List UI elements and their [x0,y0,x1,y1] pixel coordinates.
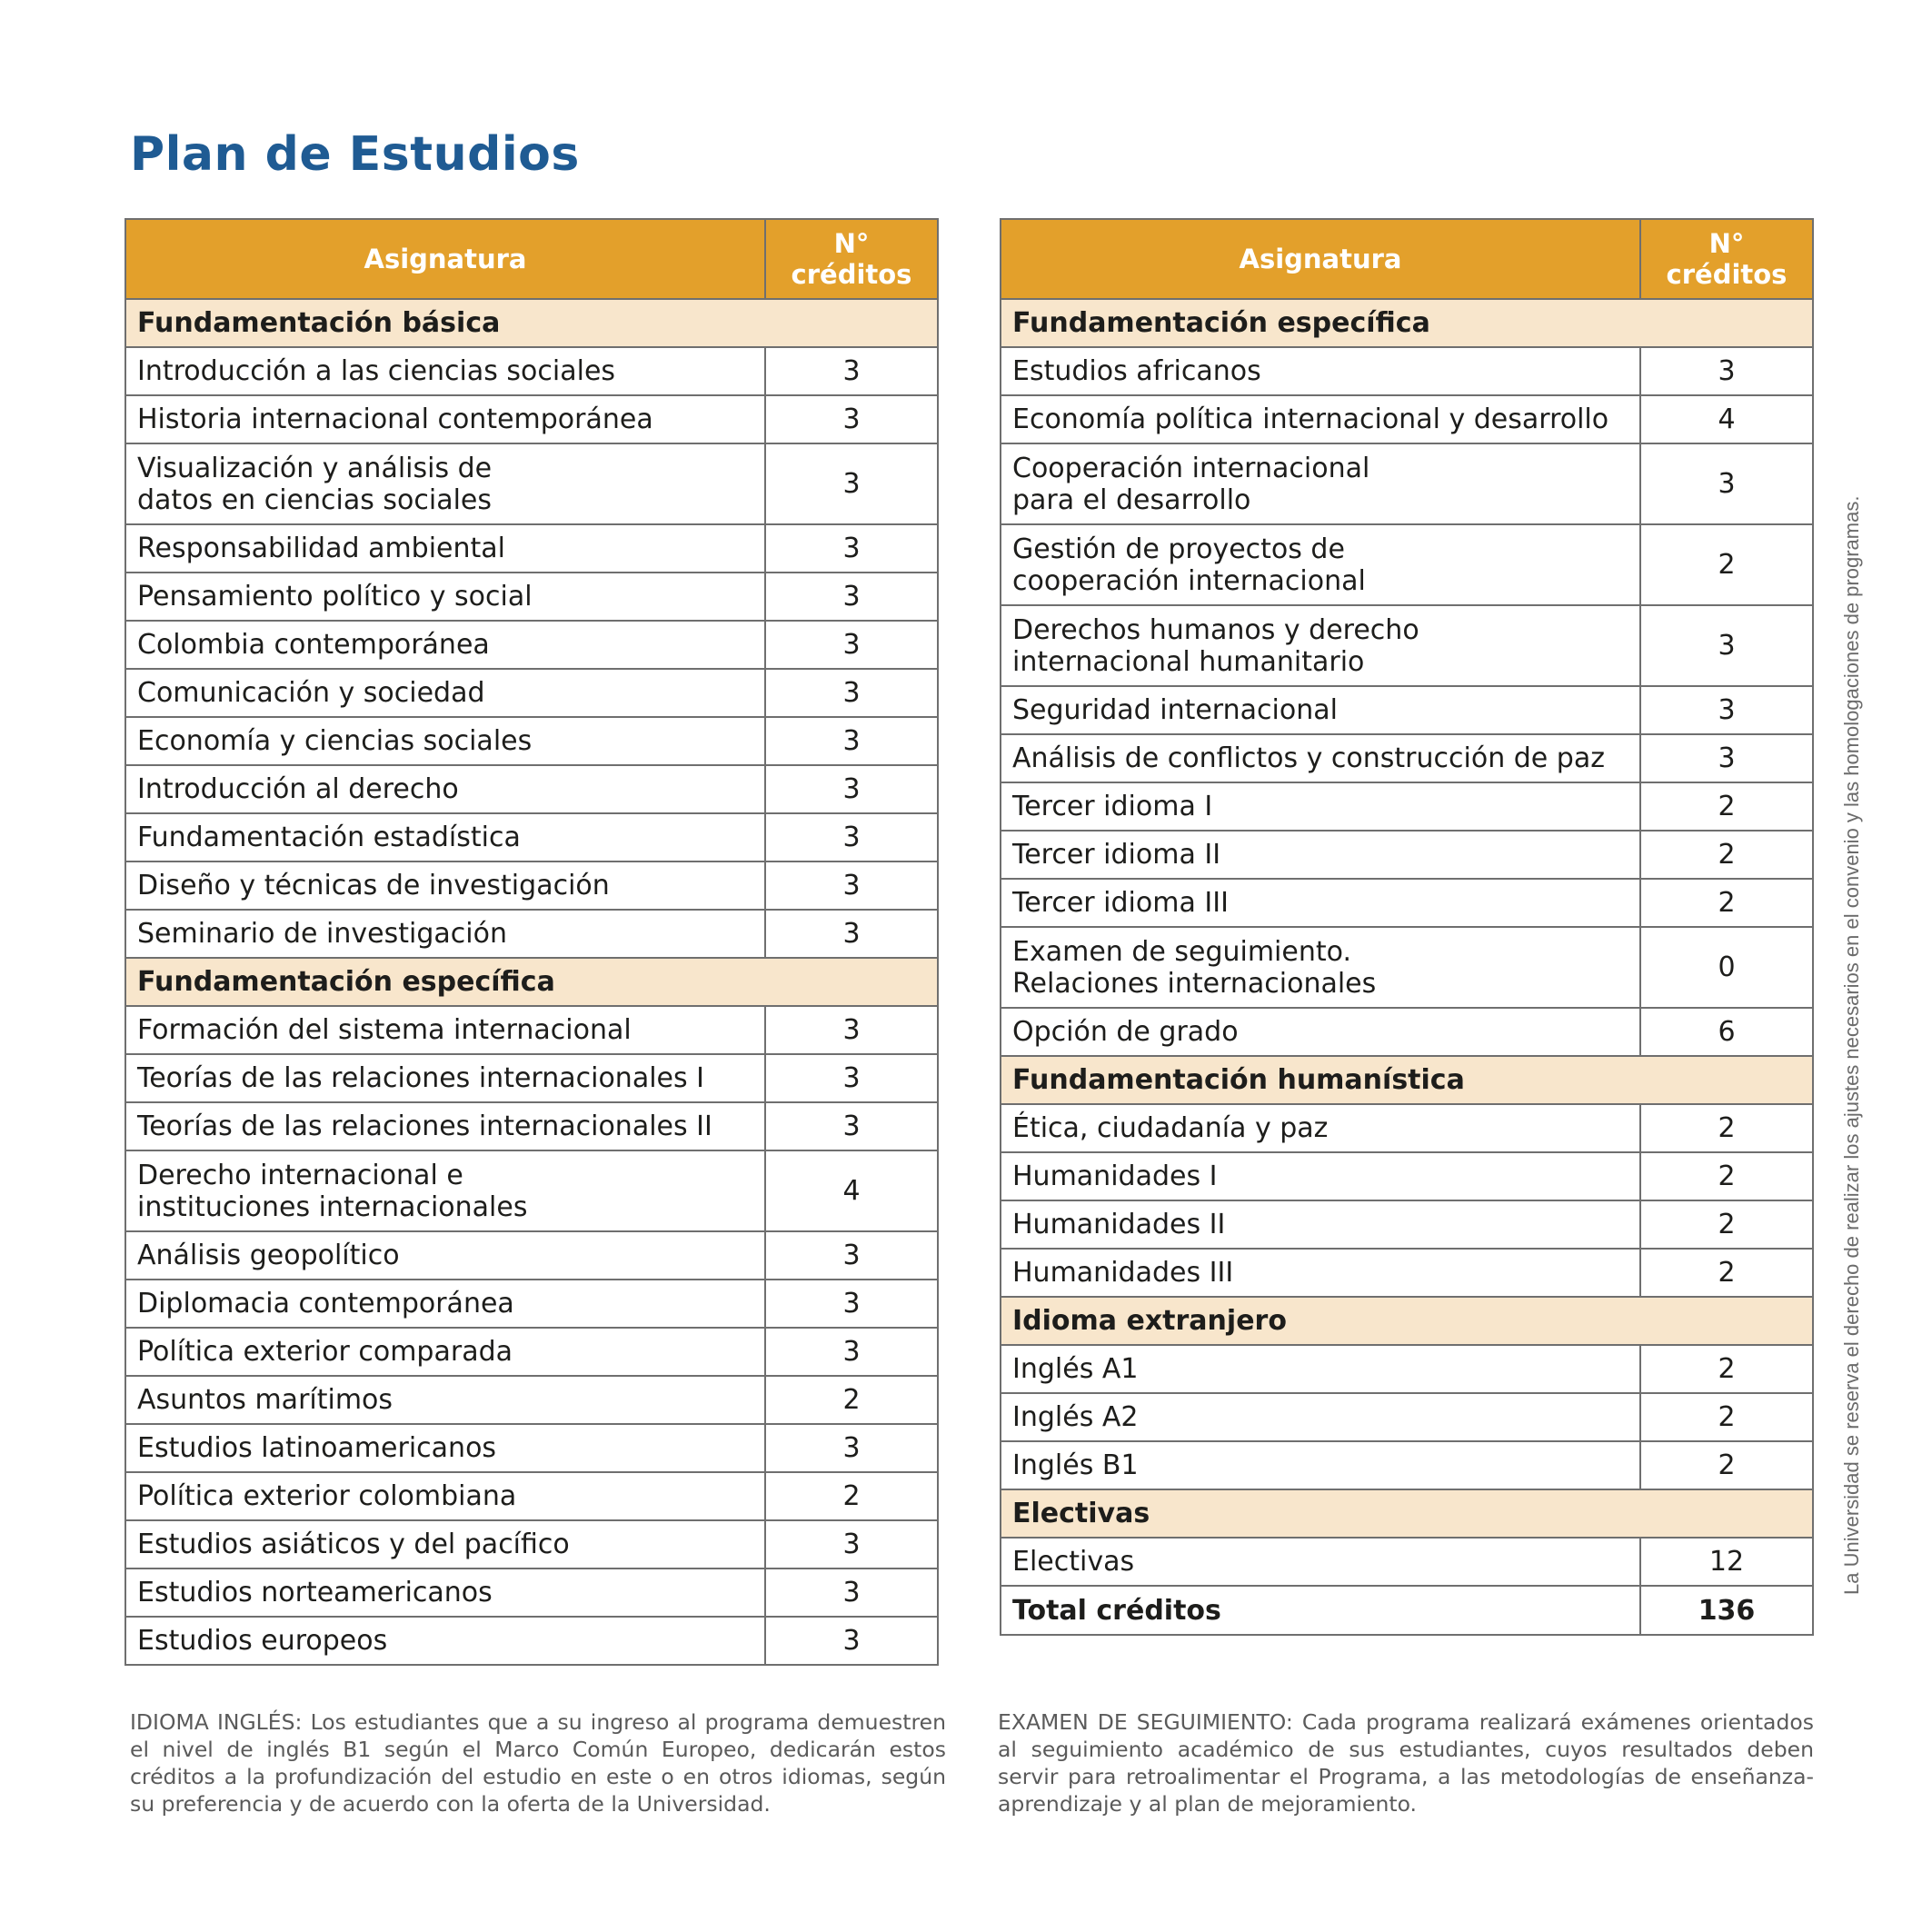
section-label: Fundamentación humanística [1001,1056,1813,1104]
subject-name: Responsabilidad ambiental [125,524,765,573]
subject-name: Visualización y análisis de datos en ciencias sociales [125,443,765,524]
subject-credits: 3 [765,1006,938,1054]
subject-credits: 4 [765,1150,938,1231]
subject-credits: 3 [765,1424,938,1472]
subject-credits: 2 [1640,1200,1813,1249]
subject-credits: 0 [1640,927,1813,1008]
subject-credits: 3 [1640,347,1813,395]
subject-row [1001,1441,1813,1489]
subject-row [125,1102,938,1150]
subject-credits: 3 [765,765,938,813]
subject-row [1001,831,1813,879]
subject-row [125,395,938,443]
subject-name: Derecho internacional e instituciones internacionales [125,1150,765,1231]
subject-row [125,573,938,621]
column-header-asignatura: Asignatura [125,219,765,299]
subject-credits: 3 [765,813,938,861]
study-plan-table-right [1000,218,1814,1636]
subject-credits: 2 [1640,831,1813,879]
subject-credits: 3 [765,1054,938,1102]
total-label: Total créditos [1001,1586,1640,1635]
subject-name: Tercer idioma I [1001,782,1640,831]
subject-name: Inglés A2 [1001,1393,1640,1441]
total-row [1001,1586,1813,1635]
subject-row [125,1617,938,1665]
subject-credits: 12 [1640,1538,1813,1586]
section-label: Idioma extranjero [1001,1297,1813,1345]
subject-name: Economía y ciencias sociales [125,717,765,765]
subject-row [125,1569,938,1617]
subject-row [1001,395,1813,443]
subject-name: Teorías de las relaciones internacionales I [125,1054,765,1102]
subject-name: Humanidades II [1001,1200,1640,1249]
subject-credits: 2 [1640,1152,1813,1200]
subject-credits: 2 [1640,1345,1813,1393]
subject-credits: 2 [1640,1104,1813,1152]
subject-row [1001,1538,1813,1586]
subject-name: Humanidades III [1001,1249,1640,1297]
subject-credits: 2 [1640,879,1813,927]
subject-name: Economía política internacional y desarrollo [1001,395,1640,443]
subject-credits: 3 [1640,443,1813,524]
note-examen-seguimiento: EXAMEN DE SEGUIMIENTO: Cada programa realizará exámenes orientados al seguimiento académico de sus estudiantes, cuyos resultados deben servir para retroalimentar el Programa, a las metodologías de enseñanza-aprendizaje y al plan de mejoramiento. [998,1709,1814,1817]
subject-name: Estudios europeos [125,1617,765,1665]
subject-row [1001,686,1813,734]
subject-credits: 3 [765,861,938,910]
subject-credits: 3 [765,1280,938,1328]
section-header-row [125,958,938,1006]
subject-name: Examen de seguimiento. Relaciones internacionales [1001,927,1640,1008]
subject-name: Seminario de investigación [125,910,765,958]
subject-row [1001,734,1813,782]
subject-credits: 6 [1640,1008,1813,1056]
subject-credits: 3 [765,1520,938,1569]
subject-row [1001,1249,1813,1297]
subject-name: Tercer idioma II [1001,831,1640,879]
subject-name: Análisis de conflictos y construcción de paz [1001,734,1640,782]
subject-row [125,1472,938,1520]
subject-credits: 3 [765,1617,938,1665]
subject-row [1001,443,1813,524]
subject-name: Estudios asiáticos y del pacífico [125,1520,765,1569]
section-header-row [1001,299,1813,347]
subject-credits: 2 [765,1376,938,1424]
subject-credits: 3 [765,395,938,443]
subject-credits: 2 [765,1472,938,1520]
subject-credits: 3 [765,1328,938,1376]
subject-row [1001,1152,1813,1200]
subject-name: Tercer idioma III [1001,879,1640,927]
subject-row [1001,524,1813,605]
table-header-row [1001,219,1813,299]
subject-credits: 3 [1640,686,1813,734]
section-label: Fundamentación específica [125,958,938,1006]
subject-row [125,1006,938,1054]
subject-name: Opción de grado [1001,1008,1640,1056]
section-label: Electivas [1001,1489,1813,1538]
subject-credits: 3 [765,443,938,524]
subject-name: Estudios africanos [1001,347,1640,395]
column-header-creditos: N° créditos [1640,219,1813,299]
subject-row [1001,1008,1813,1056]
study-plan-table-left [124,218,939,1666]
subject-credits: 2 [1640,1393,1813,1441]
subject-credits: 3 [1640,605,1813,686]
section-header-row [1001,1056,1813,1104]
subject-name: Teorías de las relaciones internacionales II [125,1102,765,1150]
subject-name: Inglés A1 [1001,1345,1640,1393]
subject-name: Comunicación y sociedad [125,669,765,717]
subject-row [1001,782,1813,831]
subject-name: Introducción a las ciencias sociales [125,347,765,395]
subject-row [1001,1345,1813,1393]
subject-name: Cooperación internacional para el desarrollo [1001,443,1640,524]
subject-row [125,717,938,765]
column-header-creditos: N° créditos [765,219,938,299]
subject-row [125,1280,938,1328]
subject-name: Fundamentación estadística [125,813,765,861]
subject-row [1001,1104,1813,1152]
subject-row [1001,927,1813,1008]
subject-name: Humanidades I [1001,1152,1640,1200]
subject-name: Diseño y técnicas de investigación [125,861,765,910]
subject-row [125,524,938,573]
column-header-asignatura: Asignatura [1001,219,1640,299]
subject-row [125,669,938,717]
subject-row [1001,1393,1813,1441]
subject-name: Formación del sistema internacional [125,1006,765,1054]
subject-credits: 3 [765,621,938,669]
subject-row [125,347,938,395]
subject-name: Ética, ciudadanía y paz [1001,1104,1640,1152]
subject-row [125,1520,938,1569]
subject-credits: 2 [1640,1441,1813,1489]
subject-name: Derechos humanos y derecho internacional humanitario [1001,605,1640,686]
subject-name: Historia internacional contemporánea [125,395,765,443]
subject-name: Inglés B1 [1001,1441,1640,1489]
note-idioma-ingles: IDIOMA INGLÉS: Los estudiantes que a su ingreso al programa demuestren el nivel de inglés B1 según el Marco Común Europeo, dedicarán estos créditos a la profundización del estudio en este o en otros idiomas, según su preferencia y de acuerdo con la oferta de la Universidad. [130,1709,946,1817]
subject-row [125,621,938,669]
subject-row [1001,347,1813,395]
subject-row [1001,605,1813,686]
section-header-row [1001,1489,1813,1538]
subject-name: Estudios norteamericanos [125,1569,765,1617]
subject-name: Colombia contemporánea [125,621,765,669]
subject-credits: 4 [1640,395,1813,443]
subject-row [125,1424,938,1472]
subject-row [125,861,938,910]
subject-name: Política exterior colombiana [125,1472,765,1520]
section-label: Fundamentación específica [1001,299,1813,347]
subject-name: Asuntos marítimos [125,1376,765,1424]
subject-name: Seguridad internacional [1001,686,1640,734]
total-credits: 136 [1640,1586,1813,1635]
section-label: Fundamentación básica [125,299,938,347]
subject-row [125,1054,938,1102]
subject-row [125,443,938,524]
subject-name: Introducción al derecho [125,765,765,813]
subject-row [125,765,938,813]
subject-row [125,1231,938,1280]
subject-credits: 3 [765,524,938,573]
subject-name: Diplomacia contemporánea [125,1280,765,1328]
subject-credits: 3 [765,347,938,395]
section-header-row [125,299,938,347]
subject-name: Gestión de proyectos de cooperación internacional [1001,524,1640,605]
subject-credits: 3 [765,1569,938,1617]
section-header-row [1001,1297,1813,1345]
subject-row [125,1150,938,1231]
subject-credits: 3 [765,1231,938,1280]
subject-row [125,1376,938,1424]
page-title: Plan de Estudios [130,127,580,182]
subject-name: Pensamiento político y social [125,573,765,621]
subject-credits: 3 [765,910,938,958]
subject-name: Estudios latinoamericanos [125,1424,765,1472]
subject-credits: 3 [1640,734,1813,782]
subject-row [1001,1200,1813,1249]
subject-credits: 3 [765,573,938,621]
subject-credits: 2 [1640,1249,1813,1297]
subject-name: Política exterior comparada [125,1328,765,1376]
subject-credits: 3 [765,717,938,765]
subject-credits: 3 [765,669,938,717]
subject-name: Electivas [1001,1538,1640,1586]
subject-row [125,1328,938,1376]
table-header-row [125,219,938,299]
side-disclaimer: La Universidad se reserva el derecho de realizar los ajustes necesarios en el convenio y las homologaciones de programas. [1840,495,1863,1595]
subject-row [125,910,938,958]
subject-credits: 2 [1640,782,1813,831]
subject-credits: 2 [1640,524,1813,605]
subject-credits: 3 [765,1102,938,1150]
subject-row [1001,879,1813,927]
subject-row [125,813,938,861]
subject-name: Análisis geopolítico [125,1231,765,1280]
